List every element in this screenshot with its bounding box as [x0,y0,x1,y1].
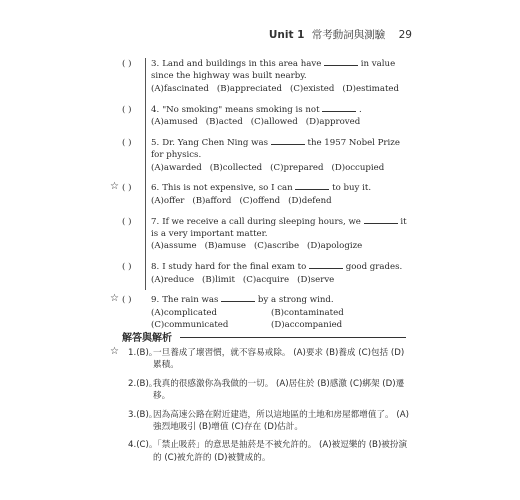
answer-explanation [100,378,410,403]
fill-in-blank [364,216,398,224]
options-row [151,116,410,128]
answer-option: (B)limit [202,274,235,285]
answer-option: (C)offend [239,195,281,206]
question-number: 8. [151,262,160,273]
fill-in-blank [221,294,255,302]
question-item [100,137,410,174]
answer-option: (A)assume [151,241,197,252]
explanation-text: 因為高速公路在附近建造，所以這地區的土地和房屋都增值了。 (A)強烈地吸引 (B)增值 (C)存在 (D)估計。 [153,409,409,433]
answer-explanation [100,439,410,464]
question-item [100,104,410,129]
question-text-post: by a strong wind. [257,295,334,306]
answer-option: (A)amused [151,117,198,128]
explanation-text: 一旦養成了壞習慣，就不容易戒除。 (A)要求 (B)養成 (C)包括 (D)累積。 [153,348,405,371]
answer-option: (A)offer [151,195,185,206]
options-row [151,274,410,286]
question-text-post: it is a very important matter. [151,216,407,240]
question-number: 6. [151,183,160,194]
explanation-text: 我真的很感激你為我做的一切。 (A)居住於 (B)感激 (C)綁架 (D)遷移。 [153,378,405,402]
question-text-pre: I study hard for the final exam to [162,262,307,273]
star-icon: ☆ [110,346,119,357]
answer-option: (D)serve [297,274,335,285]
answer-option: (C)existed [289,83,335,94]
question-text-pre: Dr. Yang Chen Ning was [162,137,269,148]
options-row [151,240,410,252]
answer-blank-paren: ( ) [122,59,132,69]
question-item [100,261,410,286]
question-item [100,216,410,253]
unit-label: Unit 1 [268,29,305,41]
question-item [100,58,410,95]
answer-label: 2.(B)。 [128,378,158,389]
explanation-text: 「禁止吸菸」的意思是抽菸是不被允許的。 (A)被逗樂的 (B)被扮演的 (C)被允許的 (D)被贊成的。 [153,440,408,463]
question-text-post: . [359,104,362,115]
answer-blank-paren: ( ) [122,104,132,115]
question-text-post: the 1957 Nobel Prize for physics. [151,137,400,161]
answer-option: (B)collected [209,162,263,173]
answer-option: (A)awarded [151,162,202,173]
options-row [151,195,410,207]
answer-option: (C)acquire [242,274,290,285]
answer-option: (A)fascinated [151,83,209,94]
question-text-pre: Land and buildings in this area have [162,59,322,69]
answers-section-title: 解答與解析 [122,333,172,344]
section-rule [180,337,406,338]
fill-in-blank [271,137,305,145]
answer-label: 3.(B)。 [128,409,158,420]
question-number: 4. [151,104,160,115]
answer-option: (B)contaminated [271,307,344,318]
answer-option: (D)accompanied [271,320,343,331]
question-item [100,294,410,331]
question-text-post: in value since the highway was built nearby. [151,59,396,82]
fill-in-blank [295,182,329,190]
answer-option: (B)afford [192,195,232,206]
answer-list [100,347,410,470]
page-header [269,27,412,42]
question-text-pre: This is not expensive, so I can [162,183,293,194]
answer-option: (B)amuse [204,241,246,252]
fill-in-blank [309,261,343,269]
answer-explanation [100,409,410,434]
options-row [151,83,410,95]
answer-option: (C)allowed [250,117,298,128]
star-icon: ☆ [110,293,119,305]
answer-option: (C)ascribe [253,241,300,252]
answer-blank-paren: ( ) [122,295,132,306]
chapter-title: 常考動詞與測驗 [311,29,386,41]
answer-option: (D)occupied [331,162,385,173]
star-icon: ☆ [110,181,119,193]
options-row [151,162,410,174]
answer-option: (B)appreciated [216,83,282,94]
answer-blank-paren: ( ) [122,262,132,273]
answer-option: (D)estimated [342,83,399,94]
answer-option: (D)defend [288,195,332,206]
answer-explanation [100,347,410,372]
question-text-pre: If we receive a call during sleeping hours, we [162,216,361,227]
question-list [100,58,410,340]
answer-blank-paren: ( ) [122,216,132,227]
question-number: 3. [151,59,160,69]
page-number: 29 [398,29,412,41]
options-row [151,307,410,332]
answer-option: (A)complicated [151,307,218,318]
fill-in-blank [322,104,356,112]
question-text-post: to buy it. [332,183,372,194]
question-text-pre: "No smoking" means smoking is not [162,104,320,115]
answer-label: 4.(C)。 [128,440,158,451]
answer-option: (D)approved [305,117,361,128]
question-number: 5. [151,137,160,148]
question-number: 7. [151,216,160,227]
answer-label: 1.(B)。 [128,348,158,358]
answer-option: (D)apologize [307,241,363,252]
answer-option: (C)prepared [270,162,324,173]
answer-option: (B)acted [205,117,243,128]
answer-blank-paren: ( ) [122,183,132,194]
fill-in-blank [324,58,358,66]
question-text-pre: The rain was [162,295,219,306]
question-number: 9. [151,295,160,306]
answer-option: (A)reduce [151,274,195,285]
answer-blank-paren: ( ) [122,137,132,148]
question-item [100,182,410,207]
question-text-post: good grades. [345,262,403,273]
answer-option: (C)communicated [151,320,229,331]
